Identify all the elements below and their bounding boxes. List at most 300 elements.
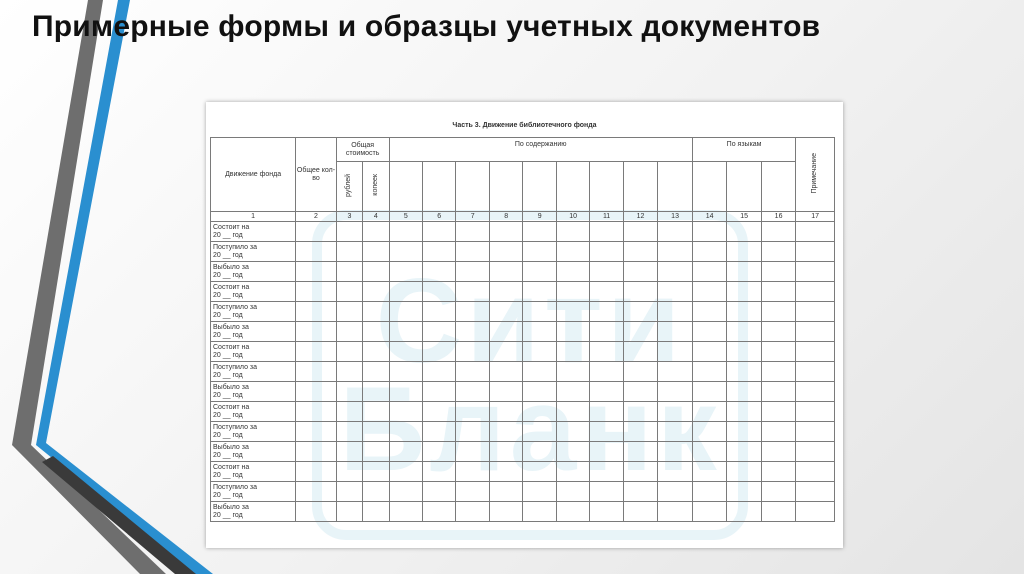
table-cell [692,222,726,242]
table-cell [336,302,362,322]
header-by-content: По содержанию [389,138,692,162]
table-cell [761,282,796,302]
table-cell [658,382,693,402]
table-cell [556,282,589,302]
table-cell [556,502,589,522]
table-cell [727,382,761,402]
table-cell [623,282,657,302]
table-cell [556,462,589,482]
table-cell [296,302,337,322]
table-cell [727,462,761,482]
table-cell [523,422,556,442]
table-cell [658,502,693,522]
table-cell [761,342,796,362]
column-number: 17 [796,212,835,222]
row-label: Поступило за 20 __ год [211,242,296,262]
header-blank [423,162,456,212]
row-label: Поступило за 20 __ год [211,482,296,502]
table-cell [692,382,726,402]
table-cell [727,262,761,282]
table-cell [523,482,556,502]
table-cell [727,222,761,242]
table-row [211,422,835,442]
row-label: Выбыло за 20 __ год [211,382,296,402]
table-cell [727,422,761,442]
table-cell [336,362,362,382]
table-cell [761,422,796,442]
watermark-line-2: Бланк [339,362,721,496]
column-number: 1 [211,212,296,222]
table-cell [658,442,693,462]
table-cell [296,482,337,502]
table-cell [423,282,456,302]
table-cell [727,242,761,262]
table-cell [623,302,657,322]
table-cell [296,422,337,442]
table-cell [363,222,389,242]
table-cell [423,362,456,382]
row-label: Выбыло за 20 __ год [211,442,296,462]
table-cell [692,482,726,502]
table-cell [556,362,589,382]
table-cell [423,402,456,422]
row-label: Состоит на 20 __ год [211,282,296,302]
column-number: 13 [658,212,693,222]
table-cell [296,242,337,262]
table-cell [489,242,522,262]
table-cell [389,402,422,422]
table-cell [590,402,623,422]
table-row [211,482,835,502]
table-cell [623,242,657,262]
table-cell [727,302,761,322]
table-cell [727,482,761,502]
table-cell [523,222,556,242]
table-cell [523,302,556,322]
table-cell [727,342,761,362]
table-cell [456,402,489,422]
table-cell [556,482,589,502]
table-cell [623,382,657,402]
table-cell [623,222,657,242]
table-cell [389,382,422,402]
table-row [211,502,835,522]
table-cell [523,402,556,422]
table-cell [590,282,623,302]
table-cell [523,442,556,462]
table-cell [692,302,726,322]
table-cell [658,222,693,242]
table-cell [423,242,456,262]
table-row [211,222,835,242]
table-cell [556,302,589,322]
table-row [211,342,835,362]
table-cell [761,462,796,482]
table-cell [363,342,389,362]
table-row [211,442,835,462]
table-row [211,402,835,422]
table-cell [658,462,693,482]
table-cell [389,342,422,362]
table-cell [727,362,761,382]
table-cell [389,282,422,302]
table-cell [590,242,623,262]
table-cell [363,442,389,462]
table-cell [336,282,362,302]
table-cell [523,282,556,302]
table-cell [489,282,522,302]
table-cell [590,382,623,402]
table-cell [590,422,623,442]
header-by-language: По языкам [692,138,795,162]
table-cell [489,302,522,322]
table-row [211,382,835,402]
row-label: Поступило за 20 __ год [211,362,296,382]
table-cell [456,282,489,302]
table-cell [796,462,835,482]
table-cell [727,502,761,522]
table-cell [423,462,456,482]
row-label: Выбыло за 20 __ год [211,322,296,342]
table-cell [489,322,522,342]
header-kopecks-label: копеек [371,174,379,196]
table-cell [336,402,362,422]
table-cell [523,462,556,482]
table-cell [658,482,693,502]
table-cell [692,402,726,422]
table-cell [761,482,796,502]
table-cell [761,242,796,262]
column-number: 2 [296,212,337,222]
table-cell [796,242,835,262]
table-cell [658,342,693,362]
table-cell [796,342,835,362]
row-label: Выбыло за 20 __ год [211,262,296,282]
table-cell [556,382,589,402]
table-cell [389,462,422,482]
table-cell [296,382,337,402]
table-cell [363,262,389,282]
table-cell [336,242,362,262]
table-cell [590,342,623,362]
column-number: 15 [727,212,761,222]
header-blank [590,162,623,212]
table-cell [363,302,389,322]
table-cell [523,242,556,262]
document-caption: Часть 3. Движение библиотечного фонда [452,122,597,129]
table-cell [389,322,422,342]
slide-title: Примерные формы и образцы учетных документов [32,10,821,43]
table-cell [296,282,337,302]
column-number: 8 [489,212,522,222]
table-row [211,462,835,482]
table-cell [796,302,835,322]
column-number-row [211,212,835,222]
table-cell [727,322,761,342]
table-cell [623,402,657,422]
header-blank [761,162,796,212]
table-cell [658,242,693,262]
table-cell [727,442,761,462]
column-number: 11 [590,212,623,222]
table-cell [727,282,761,302]
table-cell [363,462,389,482]
header-blank [389,162,422,212]
header-movement: Движение фонда [211,138,296,212]
table-cell [692,322,726,342]
table-cell [727,402,761,422]
table-cell [489,422,522,442]
table-cell [336,262,362,282]
table-cell [456,342,489,362]
table-cell [456,482,489,502]
header-blank [456,162,489,212]
table-cell [796,482,835,502]
table-cell [623,362,657,382]
table-cell [658,282,693,302]
table-cell [623,322,657,342]
table-cell [796,382,835,402]
table-cell [389,362,422,382]
table-row [211,282,835,302]
table-cell [296,322,337,342]
header-blank [692,162,726,212]
table-cell [692,342,726,362]
table-cell [363,402,389,422]
table-cell [389,482,422,502]
table-cell [336,422,362,442]
table-cell [590,362,623,382]
table-cell [363,322,389,342]
table-cell [296,222,337,242]
table-cell [556,442,589,462]
table-cell [692,262,726,282]
header-note [796,138,835,212]
table-cell [523,362,556,382]
column-number: 4 [363,212,389,222]
row-label: Состоит на 20 __ год [211,462,296,482]
table-cell [590,462,623,482]
table-cell [796,322,835,342]
table-cell [456,502,489,522]
decor-dark-stripe [42,456,196,574]
table-cell [363,282,389,302]
table-cell [489,462,522,482]
row-label: Поступило за 20 __ год [211,302,296,322]
table-cell [423,502,456,522]
table-cell [296,362,337,382]
table-row [211,322,835,342]
table-cell [389,442,422,462]
table-cell [623,422,657,442]
row-label: Состоит на 20 __ год [211,222,296,242]
table-cell [556,242,589,262]
table-cell [556,322,589,342]
table-cell [623,262,657,282]
table-cell [363,422,389,442]
table-cell [523,382,556,402]
column-number: 3 [336,212,362,222]
table-cell [456,302,489,322]
table-cell [456,362,489,382]
table-cell [423,482,456,502]
table-cell [761,442,796,462]
table-cell [556,222,589,242]
table-cell [556,262,589,282]
table-cell [456,262,489,282]
header-kopecks [363,162,389,212]
table-cell [296,402,337,422]
table-cell [761,262,796,282]
table-cell [623,342,657,362]
table-cell [336,462,362,482]
table-cell [296,262,337,282]
row-label: Состоит на 20 __ год [211,342,296,362]
table-cell [363,362,389,382]
column-number: 9 [523,212,556,222]
table-cell [590,322,623,342]
table-cell [423,382,456,402]
header-blank [489,162,522,212]
table-row [211,262,835,282]
table-cell [389,302,422,322]
table-cell [336,382,362,402]
table-cell [796,222,835,242]
table-cell [489,342,522,362]
table-cell [658,322,693,342]
table-cell [692,242,726,262]
header-blank [523,162,556,212]
table-cell [692,362,726,382]
table-cell [296,442,337,462]
table-cell [389,222,422,242]
table-cell [556,402,589,422]
header-blank [623,162,657,212]
header-blank [556,162,589,212]
table-cell [336,482,362,502]
table-cell [692,462,726,482]
table-cell [489,222,522,242]
row-label: Поступило за 20 __ год [211,422,296,442]
table-cell [389,242,422,262]
column-number: 14 [692,212,726,222]
row-label: Состоит на 20 __ год [211,402,296,422]
column-number: 10 [556,212,589,222]
table-cell [658,402,693,422]
table-cell [796,502,835,522]
table-cell [336,442,362,462]
fund-movement-table [210,137,835,522]
row-label: Выбыло за 20 __ год [211,502,296,522]
table-cell [423,302,456,322]
table-cell [658,262,693,282]
table-cell [296,342,337,362]
table-cell [389,502,422,522]
table-cell [456,422,489,442]
header-rubles [336,162,362,212]
table-body [211,222,835,522]
table-cell [423,442,456,462]
table-cell [336,502,362,522]
table-cell [423,262,456,282]
table-cell [590,502,623,522]
table-cell [761,222,796,242]
table-cell [623,442,657,462]
table-cell [523,502,556,522]
table-cell [489,482,522,502]
table-cell [523,322,556,342]
table-cell [456,462,489,482]
table-cell [796,402,835,422]
table-row [211,362,835,382]
form-document [206,102,843,548]
table-cell [363,482,389,502]
table-cell [623,482,657,502]
header-total-cost: Общая стоимость [336,138,389,162]
table-cell [761,322,796,342]
table-cell [796,442,835,462]
table-cell [692,502,726,522]
table-cell [761,382,796,402]
table-cell [489,502,522,522]
table-cell [389,262,422,282]
table-cell [423,322,456,342]
table-row [211,242,835,262]
column-number: 5 [389,212,422,222]
table-cell [456,442,489,462]
table-cell [556,422,589,442]
table-cell [489,402,522,422]
table-cell [456,382,489,402]
table-cell [296,502,337,522]
header-rubles-label: рублей [345,173,353,197]
header-total-qty: Общее кол-во [296,138,337,212]
table-cell [456,222,489,242]
table-cell [658,422,693,442]
table-cell [336,322,362,342]
table-cell [658,362,693,382]
table-cell [761,402,796,422]
header-blank [727,162,761,212]
table-cell [692,282,726,302]
table-cell [590,302,623,322]
table-cell [623,502,657,522]
table-cell [761,502,796,522]
table-cell [423,422,456,442]
table-cell [423,342,456,362]
table-cell [796,422,835,442]
table-cell [796,262,835,282]
table-cell [590,482,623,502]
table-cell [623,462,657,482]
table-cell [336,342,362,362]
table-cell [423,222,456,242]
table-cell [761,362,796,382]
table-cell [590,442,623,462]
table-cell [796,362,835,382]
table-cell [692,422,726,442]
table-cell [658,302,693,322]
table-cell [363,382,389,402]
table-cell [489,262,522,282]
table-cell [523,342,556,362]
table-cell [556,342,589,362]
column-number: 12 [623,212,657,222]
table-cell [456,242,489,262]
table-cell [456,322,489,342]
column-number: 16 [761,212,796,222]
header-blank [658,162,693,212]
